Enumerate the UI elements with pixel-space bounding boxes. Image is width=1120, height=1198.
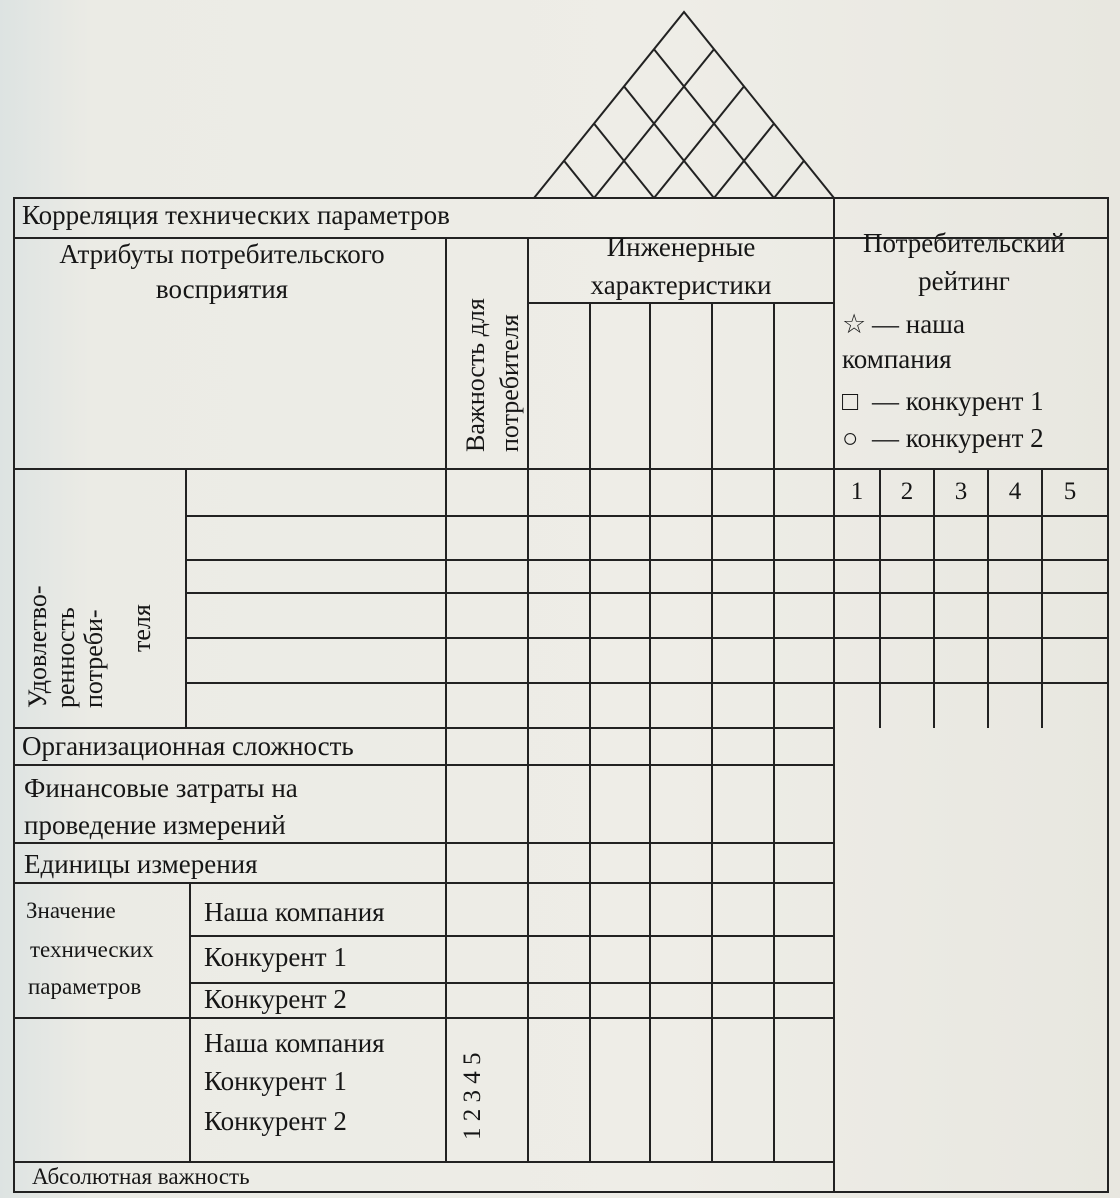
rating-scale-5: 5 (1063, 478, 1077, 505)
tech-values-label-line-1: Значение (26, 898, 116, 923)
tech-values-label-line-2: технических (30, 937, 154, 962)
legend-square-icon: □ (842, 386, 859, 416)
roof-grid-line (654, 86, 744, 198)
roof-grid-line (624, 86, 714, 198)
legend-competitor-1: — конкурент 1 (872, 386, 1044, 416)
roof-grid-line (774, 161, 804, 198)
legend-competitor-2: — конкурент 2 (872, 423, 1044, 453)
tech-values-our-company: Наша компания (204, 897, 385, 927)
rating-title-line-2: рейтинг (918, 266, 1010, 296)
rating-scale-2: 2 (900, 478, 914, 505)
roof-label: Корреляция технических параметров (22, 200, 450, 230)
satisfaction-line-3: потреби- (79, 609, 108, 708)
ratings-competitor-2: Конкурент 2 (204, 1106, 347, 1136)
importance-line-1: Важность для (461, 298, 490, 452)
tech-values-competitor-1: Конкурент 1 (204, 942, 347, 972)
rating-title-line-1: Потребительский (862, 228, 1066, 258)
absolute-importance-label: Абсолютная важность (32, 1164, 250, 1189)
org-complexity-label: Организационная сложность (22, 731, 354, 761)
roof-grid-line (564, 161, 594, 198)
rating-scale-4: 4 (1008, 478, 1022, 505)
engineering-line-2: характеристики (590, 270, 772, 300)
satisfaction-line-4: теля (127, 604, 156, 652)
customer-attributes-line-2: восприятия (155, 274, 289, 304)
financial-line-2: проведение измерений (24, 810, 286, 840)
importance-line-2: потребителя (495, 314, 524, 452)
tech-values-label-line-3: параметров (28, 974, 142, 999)
rating-scale-1: 1 (850, 478, 864, 505)
satisfaction-line-1: Удовлетво- (23, 585, 52, 708)
financial-line-1: Финансовые затраты на (24, 773, 298, 803)
ratings-competitor-1: Конкурент 1 (204, 1066, 347, 1096)
units-label: Единицы измерения (24, 849, 258, 879)
scale-vertical: 1 2 3 4 5 (459, 1052, 486, 1140)
legend-circle-icon: ○ (842, 423, 859, 453)
legend-star-icon: ☆ (842, 309, 867, 339)
roof-correlation-grid (564, 49, 804, 198)
tech-values-competitor-2: Конкурент 2 (204, 984, 347, 1014)
engineering-line-1: Инженерные (606, 232, 756, 262)
legend-our-company-line-1: — наша (872, 309, 965, 339)
rating-scale-3: 3 (954, 478, 968, 505)
legend-our-company-line-2: компания (842, 344, 952, 374)
roof-outline (534, 12, 834, 198)
ratings-our-company: Наша компания (204, 1028, 385, 1058)
satisfaction-line-2: ренность (51, 607, 80, 708)
customer-attributes-line-1: Атрибуты потребительского (59, 239, 385, 269)
